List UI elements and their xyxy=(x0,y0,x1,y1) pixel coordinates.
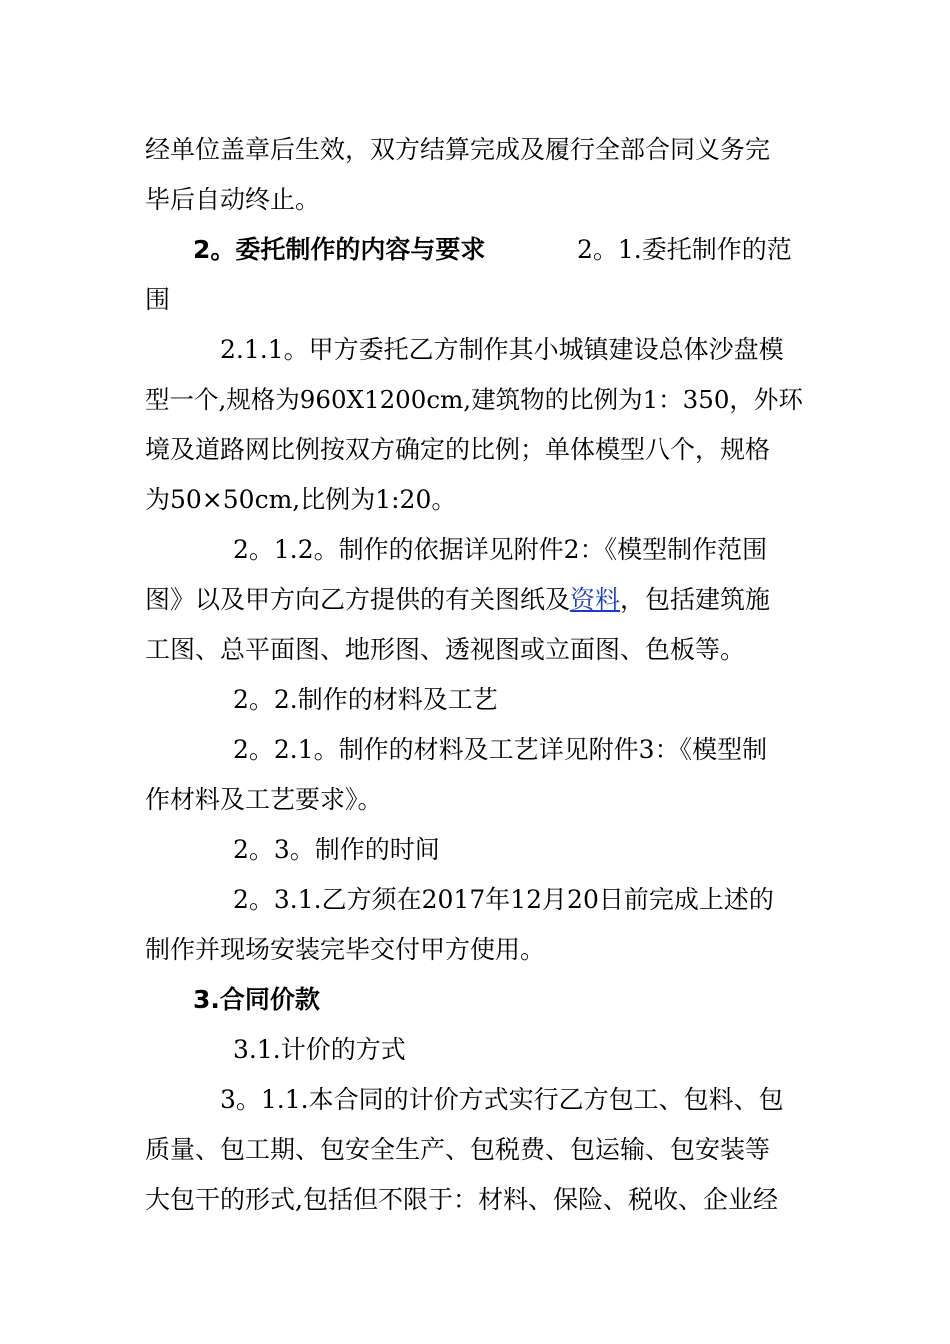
section-heading-2: 2。委托制作的内容与要求 xyxy=(193,235,486,264)
paragraph-line: 型一个,规格为960X1200cm,建筑物的比例为1：350，外环 xyxy=(145,385,803,414)
paragraph-line: 制作并现场安装完毕交付甲方使用。 xyxy=(145,935,546,964)
paragraph-line: 2。3.1.乙方须在2017年12月20日前完成上述的 xyxy=(233,885,774,914)
paragraph-line: 围 xyxy=(145,285,171,314)
paragraph-line: 作材料及工艺要求》。 xyxy=(145,785,383,814)
paragraph-line: 2.1.1。甲方委托乙方制作其小城镇建设总体沙盘模 xyxy=(220,335,784,364)
subsection-heading-3-1: 3.1.计价的方式 xyxy=(233,1035,406,1064)
paragraph-line: 2。2.1。制作的材料及工艺详见附件3：《模型制 xyxy=(233,735,768,764)
paragraph-line: 大包干的形式,包括但不限于：材料、保险、税收、企业经 xyxy=(145,1185,778,1214)
paragraph-line: 境及道路网比例按双方确定的比例；单体模型八个，规格 xyxy=(145,435,771,464)
paragraph-line xyxy=(145,583,770,617)
paragraph-line: 为50×50cm,比例为1:20。 xyxy=(145,485,457,514)
paragraph-line: 2。1.2。制作的依据详见附件2：《模型制作范围 xyxy=(233,535,768,564)
materials-link[interactable]: 资料 xyxy=(570,585,621,614)
subsection-heading-2-3: 2。3。制作的时间 xyxy=(233,835,440,864)
paragraph-text: 图》以及甲方向乙方提供的有关图纸及 xyxy=(145,585,571,614)
paragraph-text: ，包括建筑施 xyxy=(620,585,771,614)
section-heading-3: 3.合同价款 xyxy=(193,985,320,1014)
paragraph-line: 经单位盖章后生效，双方结算完成及履行全部合同义务完 xyxy=(145,135,771,164)
subsection-heading-2-2: 2。2.制作的材料及工艺 xyxy=(233,685,498,714)
subsection-heading-2-1: 2。1.委托制作的范 xyxy=(577,235,792,264)
paragraph-line: 3。1.1.本合同的计价方式实行乙方包工、包料、包 xyxy=(220,1085,784,1114)
paragraph-line: 工图、总平面图、地形图、透视图或立面图、色板等。 xyxy=(145,635,746,664)
paragraph-line: 毕后自动终止。 xyxy=(145,185,321,214)
paragraph-line: 质量、包工期、包安全生产、包税费、包运输、包安装等 xyxy=(145,1135,771,1164)
